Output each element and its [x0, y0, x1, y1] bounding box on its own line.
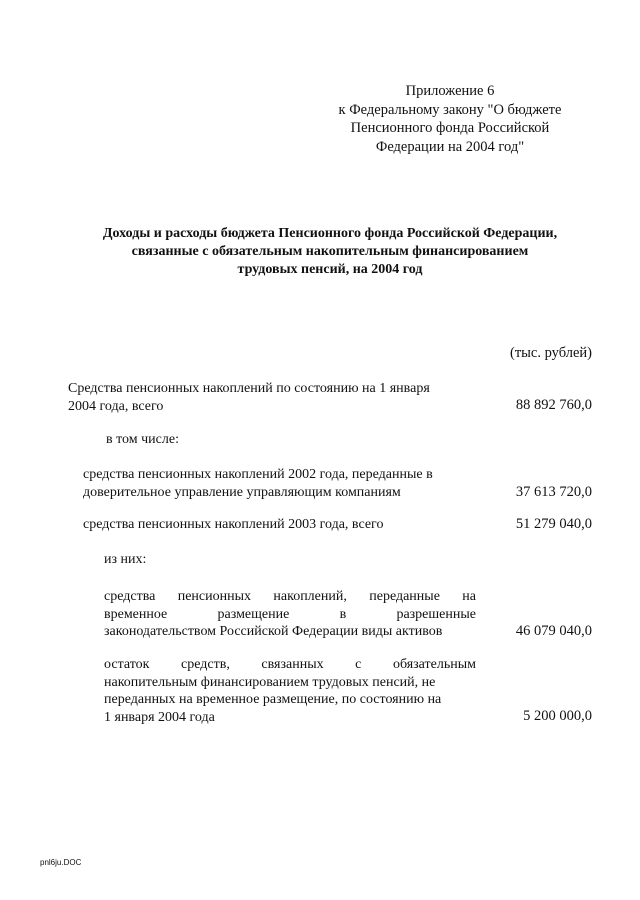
- row-label-line: средства пенсионных накоплений 2002 года, переданные в: [83, 467, 433, 482]
- row-label: [104, 656, 476, 726]
- appendix-header: [300, 82, 600, 156]
- row-label-line: временное размещение в разрешенные: [104, 606, 476, 622]
- table-row: [83, 516, 592, 536]
- row-value: 5 200 000,0: [523, 708, 592, 724]
- footer-filename: pnl6ju.DOC: [40, 858, 82, 867]
- row-value: 88 892 760,0: [515, 397, 592, 413]
- row-label: [68, 380, 430, 415]
- row-label: [104, 588, 476, 641]
- row-value: 46 079 040,0: [515, 623, 592, 639]
- appendix-line: Пенсионного фонда Российской: [350, 120, 550, 136]
- row-label-line: 1 января 2004 года: [104, 709, 215, 725]
- row-label-line: средства пенсионных накоплений 2003 года, всего: [83, 517, 384, 532]
- row-label-line: накопительным финансированием трудовых пенсий, не: [104, 674, 436, 690]
- table-row: [83, 466, 592, 506]
- row-label-line: законодательством Российской Федерации виды активов: [104, 624, 443, 639]
- row-label-line: переданных на временное размещение, по состоянию на: [104, 692, 442, 707]
- row-label-line: Средства пенсионных накоплений по состоянию на 1 января: [68, 381, 430, 396]
- row-value: 37 613 720,0: [515, 484, 592, 500]
- including-label: в том числе:: [106, 432, 179, 447]
- row-label-line: остаток средств, связанных с обязательным: [104, 657, 476, 672]
- title-line: связанные с обязательным накопительным финансированием: [131, 244, 529, 259]
- table-row: [68, 380, 592, 420]
- row-value: 51 279 040,0: [515, 516, 592, 532]
- table-row: [104, 656, 592, 731]
- row-label: [83, 516, 383, 534]
- of-which-label: из них:: [104, 552, 147, 567]
- table-row: [104, 588, 592, 648]
- document-title: [60, 225, 600, 279]
- row-label-line: 2004 года, всего: [68, 398, 164, 414]
- title-line: трудовых пенсий, на 2004 год: [237, 262, 423, 277]
- row-label-line: доверительное управление управляющим компаниям: [83, 484, 401, 500]
- row-label: [83, 466, 433, 501]
- title-line: Доходы и расходы бюджета Пенсионного фонда Российской Федерации,: [102, 226, 558, 241]
- row-label-line: средства пенсионных накоплений, переданные на: [104, 589, 476, 604]
- units-note: (тыс. рублей): [510, 345, 592, 361]
- appendix-line: Федерации на 2004 год": [375, 138, 525, 155]
- appendix-line: Приложение 6: [405, 83, 495, 99]
- appendix-line: к Федеральному закону "О бюджете: [338, 101, 562, 118]
